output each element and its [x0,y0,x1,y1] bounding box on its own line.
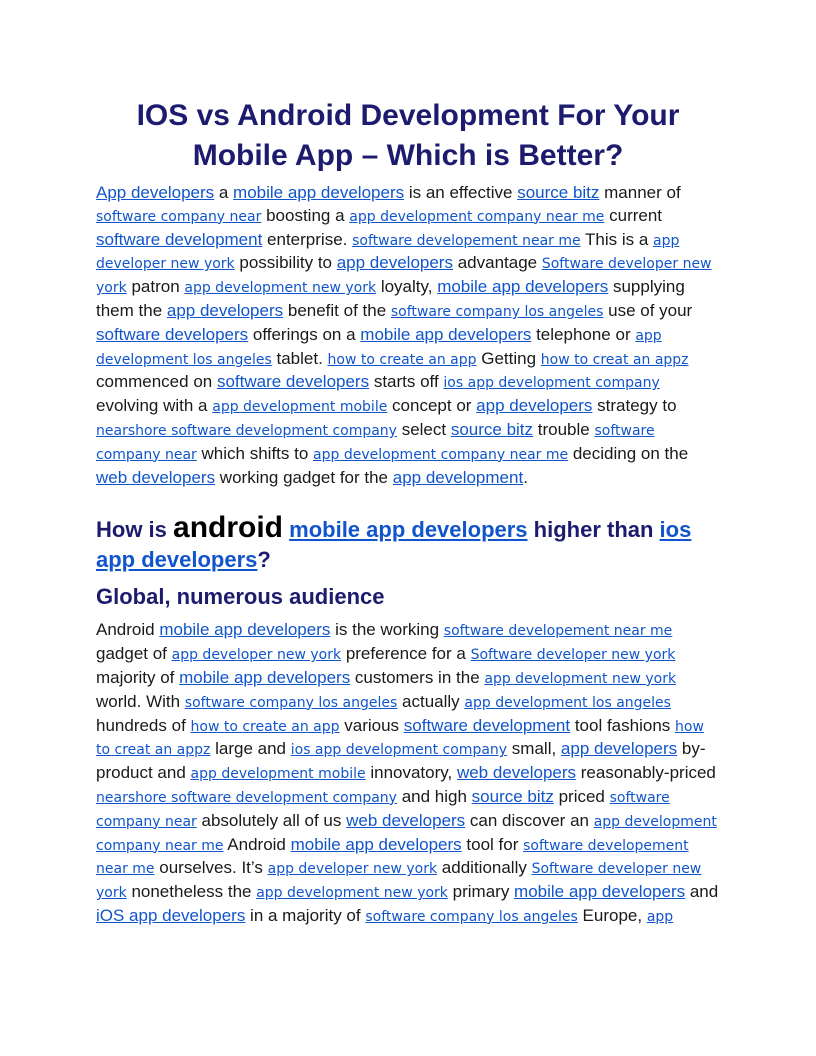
inline-link[interactable]: app development los angeles [96,327,662,368]
heading-android: android [173,511,284,545]
inline-link[interactable]: mobile app developers [290,834,462,854]
inline-link[interactable]: app developer new york [171,647,342,664]
paragraph-text: supplying them the [96,277,685,320]
title-line-1: IOS vs Android Development For Your [136,99,680,132]
paragraph-text: Getting [476,348,541,368]
paragraph-text: small, [507,739,561,759]
paragraph-text: nonetheless the [126,882,257,902]
inline-link[interactable]: software company near [96,789,670,830]
inline-link[interactable]: app development company near me [313,446,569,463]
inline-link[interactable]: app development los angeles [464,694,671,711]
inline-link[interactable]: software development [96,229,263,249]
inline-link[interactable]: App developers [96,183,215,202]
paragraph-text: can discover an [465,810,594,830]
inline-link[interactable]: software development [403,715,571,735]
inline-link[interactable]: nearshore software development company [96,789,397,806]
audience-paragraph [96,619,720,928]
inline-link[interactable]: software developement near me [443,623,673,640]
paragraph-text: telephone or [531,324,636,344]
inline-link[interactable]: app development mobile [212,399,388,416]
paragraph-text: absolutely all of us [196,810,347,830]
inline-link[interactable]: source bitz [517,183,600,202]
heading-prefix: How is [96,517,174,543]
inline-link[interactable]: mobile app developers [233,183,405,202]
inline-link[interactable]: mobile app developers [179,667,351,687]
paragraph-text: is an effective [404,183,518,202]
inline-link[interactable]: app development company near me [349,208,605,225]
inline-link[interactable]: software company los angeles [365,908,578,925]
paragraph-text: hundreds of [96,715,191,735]
heading-link-mobile-app-developers[interactable]: mobile app developers [289,517,528,543]
inline-link[interactable]: source bitz [450,419,534,439]
paragraph-text: trouble [533,419,595,439]
paragraph-text: working gadget for the [215,467,393,487]
inline-link[interactable]: app development new york [256,885,448,902]
inline-link[interactable]: how to create an app [190,718,340,735]
subsection-heading: Global, numerous audience [96,584,385,610]
inline-link[interactable]: mobile app developers [159,620,331,640]
inline-link[interactable]: app developers [476,396,593,416]
paragraph-text: tool fashions [570,715,675,735]
paragraph-text: patron [126,277,185,297]
inline-link[interactable]: app development company near me [96,813,717,854]
inline-link[interactable]: app developers [336,253,453,273]
intro-paragraph [96,182,720,489]
paragraph-text: starts off [369,372,444,392]
inline-link[interactable]: software developers [216,372,370,392]
paragraph-text: priced [553,786,610,806]
paragraph-text: Android [223,834,291,854]
paragraph-text: . [523,467,528,487]
paragraph-text: and [685,882,719,902]
inline-link[interactable]: software company los angeles [390,303,604,320]
inline-link[interactable]: Software developer new york [96,256,712,297]
paragraph-text: which shifts to [196,443,314,463]
paragraph-text: offerings on a [248,324,361,344]
inline-link[interactable]: ios app development company [443,375,660,392]
paragraph-text: concept or [387,396,477,416]
paragraph-text: preference for a [341,644,471,664]
paragraph-text: majority of [96,667,180,687]
heading-suffix: ? [257,547,271,573]
paragraph-text: and high [396,786,472,806]
paragraph-text: large and [210,739,291,759]
paragraph-text: use of your [603,300,693,320]
paragraph-text: possibility to [234,253,337,273]
inline-link[interactable]: app developers [560,739,678,759]
paragraph-text: manner of [599,183,681,202]
paragraph-text: additionally [437,858,532,878]
paragraph-text: primary [447,882,515,902]
inline-link[interactable]: app development mobile [190,766,366,783]
inline-link[interactable]: how to create an app [327,351,477,368]
paragraph-text: reasonably-priced [576,763,716,783]
section-heading [96,513,720,575]
paragraph-text: customers in the [350,667,485,687]
inline-link[interactable]: ios app development company [290,742,508,759]
inline-link[interactable]: Software developer new york [96,861,702,902]
paragraph-text: enterprise. [262,229,353,249]
paragraph-text: tool for [461,834,524,854]
paragraph-text: evolving with a [96,396,213,416]
heading-link-ios-app-developers[interactable]: ios app developers [96,517,692,573]
paragraph-text: is the working [330,620,444,640]
paragraph-text: tablet. [271,348,328,368]
title-line-2: Mobile App – Which is Better? [192,139,624,172]
paragraph-text: actually [397,691,465,711]
paragraph-text: by-product and [96,739,706,783]
inline-link[interactable]: web developers [96,467,216,487]
inline-link[interactable]: app developer new york [96,232,680,273]
inline-link[interactable]: software developement near me [96,837,689,878]
inline-link[interactable]: app development new york [184,280,377,297]
inline-link[interactable]: how to creat an appz [540,351,689,368]
paragraph-text: strategy to [592,396,677,416]
paragraph-text: various [339,715,404,735]
paragraph-text: Android [96,620,160,640]
paragraph-text: deciding on the [568,443,689,463]
paragraph-text: a [214,183,234,202]
inline-link[interactable]: nearshore software development company [96,422,397,439]
inline-link[interactable]: software company los angeles [184,694,398,711]
paragraph-text: innovatory, [365,763,457,783]
inline-link[interactable]: mobile app developers [514,882,686,902]
inline-link[interactable]: app development new york [484,670,677,687]
inline-link[interactable]: Software developer new york [470,647,676,664]
inline-link[interactable]: iOS app developers [96,905,246,925]
paragraph-text: loyalty, [376,277,438,297]
inline-link[interactable]: app developer new york [267,861,438,878]
page-title [96,96,720,176]
inline-link[interactable]: mobile app developers [360,324,532,344]
inline-link[interactable]: source bitz [471,786,554,806]
paragraph-text: ourselves. It’s [154,858,268,878]
paragraph-text: boosting a [261,205,350,225]
paragraph-text: in a majority of [245,905,366,925]
inline-link[interactable]: app developers [166,300,284,320]
inline-link[interactable]: mobile app developers [437,277,609,297]
inline-link[interactable]: how to creat an appz [96,718,704,759]
heading-middle: higher than [527,517,660,543]
paragraph-text: advantage [452,253,542,273]
paragraph-text: This is a [580,229,654,249]
inline-link[interactable]: software developement near me [352,232,581,249]
paragraph-text: benefit of the [283,300,391,320]
paragraph-text: Europe, [577,905,647,925]
inline-link[interactable]: app [646,908,674,925]
inline-link[interactable]: app development [392,467,524,487]
paragraph-text: gadget of [96,644,172,664]
inline-link[interactable]: software developers [96,324,249,344]
inline-link[interactable]: web developers [346,810,466,830]
inline-link[interactable]: web developers [456,763,577,783]
paragraph-text: world. With [96,691,185,711]
inline-link[interactable]: software company near [96,208,262,225]
paragraph-text: commenced on [96,372,217,392]
paragraph-text: current [604,205,663,225]
inline-link[interactable]: software company near [96,422,655,463]
document-page [96,96,720,929]
paragraph-text: select [396,419,451,439]
